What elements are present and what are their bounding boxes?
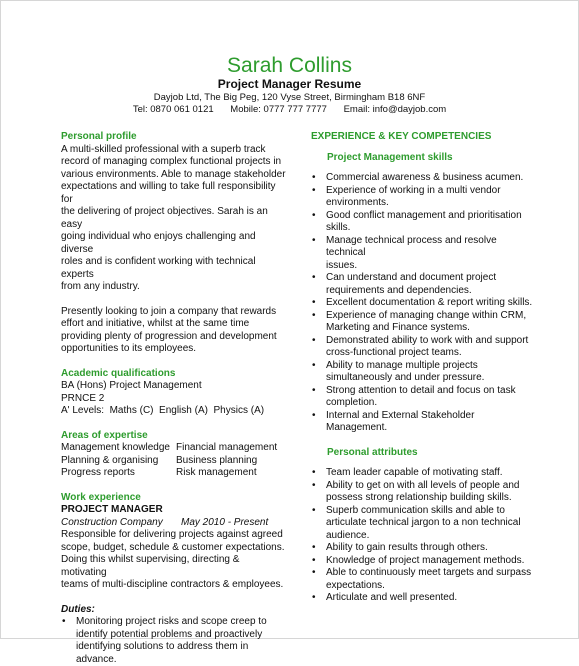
- list-item: [311, 335, 536, 360]
- text-line: scope, budget, schedule & customer expectations.: [61, 541, 285, 553]
- profile-paragraph-2: [61, 306, 286, 356]
- text-line: A multi-skilled professional with a superb track: [61, 143, 266, 155]
- contact-mobile: Mobile: 0777 777 7777: [230, 104, 327, 115]
- job-company: Construction Company: [61, 516, 163, 528]
- expertise-item: Planning & organising: [61, 454, 159, 466]
- text-line: • Demonstrated ability to work with and support: [326, 334, 529, 346]
- list-item: [311, 297, 536, 310]
- text-line: Doing this whilst supervising, directing & motivating: [61, 554, 240, 578]
- text-line: record of managing complex functional projects in: [61, 156, 282, 167]
- resume-subtitle: Project Manager Resume: [217, 77, 362, 91]
- left-column: [61, 131, 286, 666]
- academic-line: PRNCE 2: [61, 392, 105, 404]
- expertise-item: Management knowledge: [61, 442, 170, 453]
- attributes-heading: Personal attributes: [327, 446, 418, 458]
- experience-heading: EXPERIENCE & KEY COMPETENCIES: [311, 131, 492, 142]
- expertise-item: Business planning: [176, 454, 258, 466]
- job-title: PROJECT MANAGER: [61, 504, 163, 515]
- text-line: • Experience of working in a multi vendor: [326, 184, 501, 196]
- text-line: identify potential problems and proactively: [76, 628, 263, 640]
- text-line: providing plenty of progression and development: [61, 330, 277, 342]
- list-item: [311, 360, 536, 385]
- list-item: [311, 505, 536, 543]
- text-line: simultaneously and under pressure.: [326, 372, 485, 383]
- academic-heading: Academic qualifications: [61, 367, 176, 379]
- expertise-row: [61, 442, 286, 455]
- text-line: • Good conflict management and prioritisation: [326, 209, 522, 221]
- duties-list: [61, 616, 286, 666]
- text-line: • Manage technical process and resolve technical: [326, 234, 497, 258]
- text-line: • Ability to get on with all levels of people and: [326, 479, 520, 491]
- list-item: [311, 480, 536, 505]
- text-line: • Internal and External Stakeholder Management.: [326, 409, 475, 433]
- text-line: identifying solutions to address them in advance.: [76, 641, 249, 665]
- list-item: [311, 410, 536, 435]
- list-item: [311, 272, 536, 297]
- text-line: • Commercial awareness & business acumen.: [326, 172, 524, 183]
- text-line: environments.: [326, 197, 389, 208]
- job-company-line: [61, 517, 286, 530]
- expertise-row: [61, 467, 286, 480]
- job-dates: May 2010 - Present: [181, 516, 269, 528]
- list-item: [311, 567, 536, 592]
- expertise-item: Risk management: [176, 467, 257, 478]
- text-line: • Ability to gain results through others.: [326, 542, 488, 553]
- text-line: the delivering of project objectives. Sarah is an easy: [61, 206, 268, 230]
- text-line: • Monitoring project risks and scope creep to: [76, 616, 267, 627]
- expertise-item: Financial management: [176, 442, 278, 453]
- text-line: • Ability to manage multiple projects: [326, 359, 478, 371]
- text-line: articulate technical jargon to a non technical: [326, 517, 521, 528]
- list-item: [311, 467, 536, 480]
- contact-email: Email: info@dayjob.com: [343, 104, 447, 115]
- duties-label: Duties:: [61, 603, 95, 615]
- text-line: skills.: [326, 222, 351, 233]
- work-heading: Work experience: [61, 491, 141, 503]
- text-line: Presently looking to join a company that rewards: [61, 305, 277, 317]
- candidate-name: Sarah Collins: [227, 54, 352, 77]
- text-line: opportunities to its employees.: [61, 343, 197, 354]
- text-line: • Experience of managing change within CRM,: [326, 309, 527, 321]
- text-line: issues.: [326, 259, 358, 271]
- text-line: • Articulate and well presented.: [326, 592, 458, 603]
- right-column: [311, 131, 536, 605]
- list-item: [311, 555, 536, 568]
- text-line: going individual who enjoys challenging and diverse: [61, 231, 256, 255]
- text-line: • Strong attention to detail and focus on task: [326, 384, 516, 396]
- text-line: teams of multi-discipline contractors & employees.: [61, 579, 284, 590]
- expertise-heading: Areas of expertise: [61, 429, 148, 441]
- text-line: audience.: [326, 529, 370, 541]
- text-line: roles and is confident working with technical experts: [61, 256, 256, 280]
- list-item: [311, 542, 536, 555]
- list-item: [311, 185, 536, 210]
- text-line: effort and initiative, whilst at the same time: [61, 318, 250, 329]
- profile-heading: Personal profile: [61, 131, 137, 142]
- text-line: expectations and willing to take full responsibility for: [61, 181, 276, 205]
- list-item: [311, 235, 536, 273]
- text-line: Marketing and Finance systems.: [326, 322, 470, 333]
- text-line: Responsible for delivering projects against agreed: [61, 529, 283, 540]
- academic-line: BA (Hons) Project Management: [61, 380, 202, 391]
- list-item: [311, 385, 536, 410]
- list-item: [311, 172, 536, 185]
- contact-line: [1, 104, 578, 116]
- attributes-list: [311, 467, 536, 605]
- list-item: [311, 310, 536, 335]
- list-item: [311, 592, 536, 605]
- academic-line: A' Levels: Maths (C) English (A) Physics (A): [61, 405, 265, 416]
- expertise-item: Progress reports: [61, 467, 135, 478]
- skills-heading: Project Management skills: [327, 151, 453, 163]
- text-line: completion.: [326, 397, 378, 408]
- skills-list: [311, 172, 536, 435]
- text-line: various environments. Able to manage stakeholder: [61, 168, 286, 180]
- text-line: • Team leader capable of motivating staff.: [326, 467, 503, 478]
- text-line: expectations.: [326, 579, 385, 591]
- profile-paragraph-1: [61, 144, 286, 294]
- text-line: requirements and dependencies.: [326, 284, 472, 296]
- text-line: • Excellent documentation & report writing skills.: [326, 297, 533, 308]
- text-line: • Superb communication skills and able to: [326, 504, 505, 516]
- list-item: [311, 210, 536, 235]
- address-line: Dayjob Ltd, The Big Peg, 120 Vyse Street, Birmingham B18 6NF: [153, 92, 426, 103]
- text-line: • Can understand and document project: [326, 272, 497, 283]
- expertise-row: [61, 455, 286, 468]
- text-line: cross-functional project teams.: [326, 347, 462, 358]
- text-line: from any industry.: [61, 281, 140, 292]
- text-line: possess strong relationship building skills.: [326, 492, 512, 503]
- list-item: [61, 616, 286, 666]
- text-line: • Knowledge of project management methods.: [326, 554, 525, 566]
- contact-tel: Tel: 0870 061 0121: [132, 104, 214, 115]
- text-line: • Able to continuously meet targets and surpass: [326, 567, 532, 578]
